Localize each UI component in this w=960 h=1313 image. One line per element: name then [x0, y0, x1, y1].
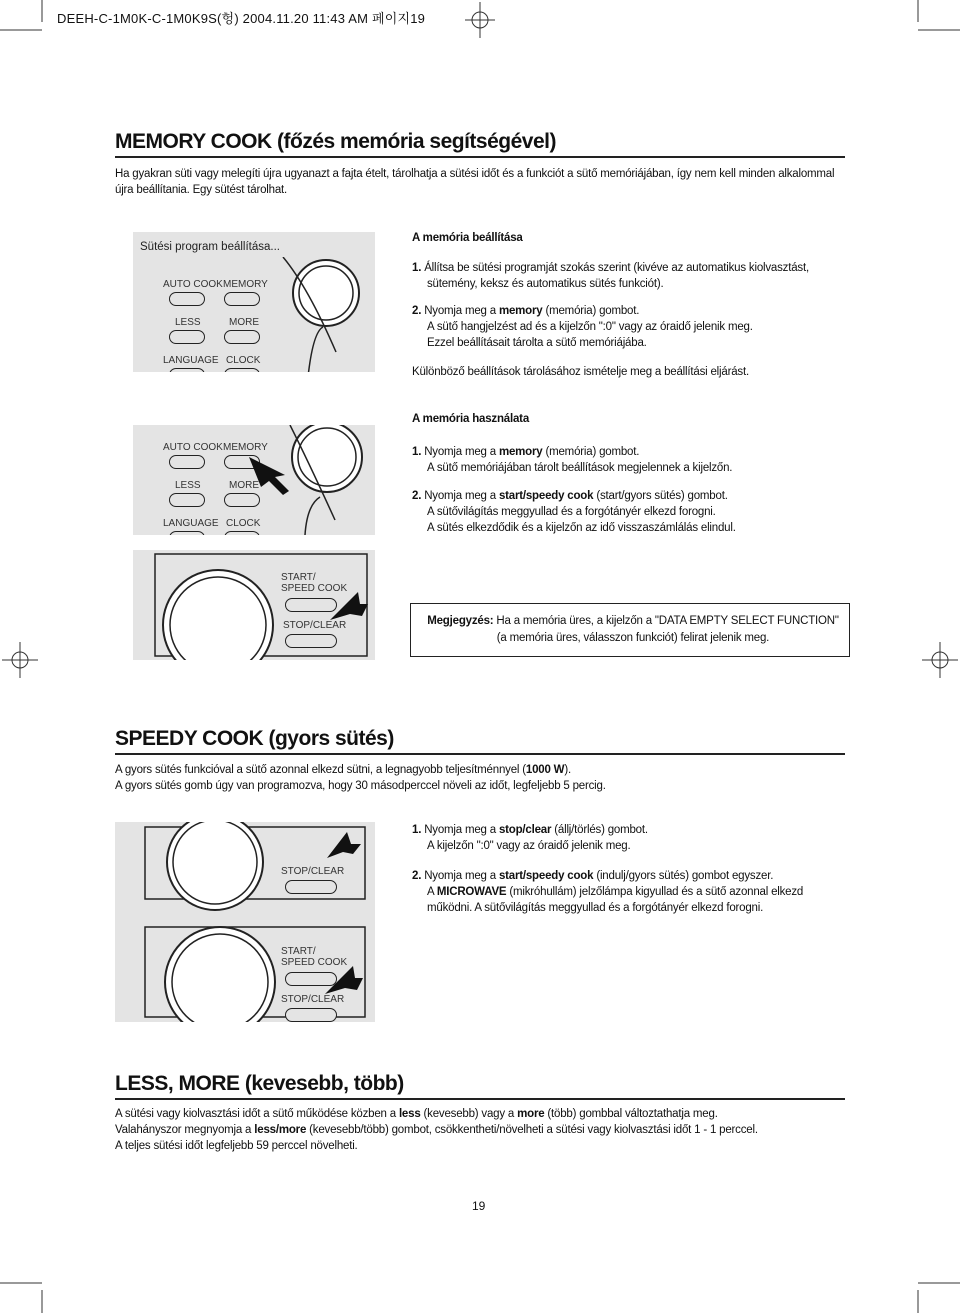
- memory-cook-title: MEMORY COOK (főzés memória segítségével): [115, 130, 556, 153]
- step-number: 1.: [412, 446, 422, 458]
- keyword: less/more: [254, 1124, 307, 1136]
- memory-label: MEMORY: [223, 442, 268, 453]
- less-more-title: LESS, MORE (kevesebb, több): [115, 1072, 404, 1095]
- clock-label: CLOCK: [226, 518, 261, 529]
- setup-heading: A memória beállítása: [412, 232, 523, 244]
- control-panel-speedy: [115, 822, 375, 1022]
- divider: [115, 753, 845, 755]
- less-button[interactable]: [169, 493, 205, 507]
- setup-note: Különböző beállítások tárolásához ismételje meg a beállítási eljárást.: [412, 366, 749, 378]
- step-text: Állítsa be sütési programját szokás szerint (kivéve az automatikus kiolvasztást,: [424, 262, 809, 274]
- step-text: (start/gyors sütés) gombot.: [593, 490, 728, 502]
- stop-label: STOP/CLEAR: [281, 866, 345, 877]
- text: A sütési vagy kiolvasztási időt a sütő működése közben a: [115, 1108, 399, 1120]
- keyword: more: [517, 1108, 545, 1120]
- clock-button[interactable]: [224, 368, 260, 372]
- use-heading: A memória használata: [412, 413, 530, 425]
- start-label-line: SPEED COOK: [281, 583, 348, 594]
- auto-cook-label: AUTO COOK: [163, 442, 223, 453]
- step-text: A sütő memóriájában tárolt beállítások megjelennek a kijelzőn.: [427, 462, 733, 474]
- stop-label: STOP/CLEAR: [281, 994, 345, 1005]
- control-panel-use: [133, 425, 375, 535]
- less-label: LESS: [175, 480, 201, 491]
- step-text: A kijelzőn ":0" vagy az óraidő jelenik meg.: [427, 840, 631, 852]
- start-label-line: SPEED COOK: [281, 957, 348, 968]
- step-text: A sütés elkezdődik és a kijelzőn az idő visszaszámlálás elindul.: [427, 522, 736, 534]
- step-text: sütemény, keksz és automatikus sütés funkciót).: [427, 278, 664, 290]
- use-step-1: [412, 444, 852, 476]
- step-number: 1.: [412, 262, 422, 274]
- stop-clear-button[interactable]: [285, 880, 337, 894]
- setup-step-1: [412, 260, 852, 292]
- more-label: MORE: [229, 317, 259, 328]
- step-text: A: [427, 886, 437, 898]
- language-button[interactable]: [169, 531, 205, 535]
- control-panel-setup: [133, 232, 375, 372]
- arrow-pointer-icon: [328, 590, 368, 624]
- step-text: (indulj/gyors sütés) gombot egyszer.: [593, 870, 774, 882]
- arrow-pointer-icon: [325, 830, 361, 860]
- memory-empty-note: [410, 603, 850, 657]
- step-keyword: start/speedy cook: [498, 870, 594, 882]
- step-text: működni. A sütővilágítás meggyullad és a forgótányér elkezd forogni.: [427, 902, 764, 914]
- memory-button[interactable]: [224, 292, 260, 306]
- stop-clear-button[interactable]: [285, 634, 337, 648]
- speedy-step-1: [412, 822, 852, 854]
- text: Valahányszor megnyomja a: [115, 1124, 255, 1136]
- step-text: Nyomja meg a: [424, 446, 499, 458]
- memory-intro-line: újra beállítania. Egy sütést tárolhat.: [115, 184, 288, 196]
- panel-caption: Sütési program beállítása...: [140, 241, 280, 253]
- language-label: LANGUAGE: [163, 355, 219, 366]
- arrow-pointer-icon: [323, 962, 363, 996]
- step-keyword: memory: [498, 446, 543, 458]
- more-button[interactable]: [224, 330, 260, 344]
- step-number: 2.: [412, 870, 422, 882]
- text: (kevesebb/több) gombot, csökkentheti/növelheti a sütési vagy kiolvasztási időt 1 - 1 perccel.: [306, 1124, 758, 1136]
- step-text: Nyomja meg a: [424, 870, 499, 882]
- dial-knob-icon: [268, 257, 375, 372]
- intro-text: A gyors sütés gomb úgy van programozva, hogy 30 másodperccel növeli az időt, legfeljebb 5 percig.: [115, 780, 606, 792]
- step-keyword: start/speedy cook: [498, 490, 594, 502]
- step-keyword: memory: [498, 305, 543, 317]
- step-text: Ezzel beállításait tárolta a sütő memóriájába.: [427, 337, 647, 349]
- divider: [115, 156, 845, 158]
- note-label: Megjegyzés:: [427, 615, 494, 627]
- divider: [115, 1098, 845, 1100]
- note-text: Ha a memória üres, a kijelzőn a "DATA EMPTY SELECT FUNCTION": [493, 615, 839, 627]
- step-text: A sütő hangjelzést ad és a kijelzőn ":0" vagy az óraidő jelenik meg.: [427, 321, 753, 333]
- intro-text: A gyors sütés funkcióval a sütő azonnal elkezd sütni, a legnagyobb teljesítménnyel (: [115, 764, 526, 776]
- note-text: (a memória üres, válasszon funkciót) felirat jelenik meg.: [496, 632, 770, 644]
- step-text: (memória) gombot.: [542, 305, 640, 317]
- print-header: DEEH-C-1M0K-C-1M0K9S(헝) 2004.11.20 11:43 AM 페이지19: [57, 11, 426, 26]
- control-panel-start: [133, 550, 375, 660]
- auto-cook-button[interactable]: [169, 455, 205, 469]
- step-text: Nyomja meg a: [424, 305, 499, 317]
- start-label-line: START/: [281, 572, 316, 583]
- step-number: 1.: [412, 824, 422, 836]
- speedy-step-2: [412, 868, 852, 916]
- memory-intro: [115, 166, 855, 198]
- intro-text: ).: [564, 764, 571, 776]
- arrow-pointer-icon: [245, 455, 305, 495]
- keyword: less: [398, 1108, 421, 1120]
- start-label-line: START/: [281, 946, 316, 957]
- step-text: Nyomja meg a: [424, 824, 499, 836]
- language-label: LANGUAGE: [163, 518, 219, 529]
- auto-cook-button[interactable]: [169, 292, 205, 306]
- step-keyword: stop/clear: [498, 824, 552, 836]
- speedy-cook-title: SPEEDY COOK (gyors sütés): [115, 727, 394, 750]
- step-number: 2.: [412, 305, 422, 317]
- stop-label: STOP/CLEAR: [283, 620, 347, 631]
- step-text: A sütővilágítás meggyullad és a forgótányér elkezd forogni.: [427, 506, 716, 518]
- step-text: (memória) gombot.: [542, 446, 640, 458]
- less-button[interactable]: [169, 330, 205, 344]
- less-more-text: [115, 1106, 875, 1154]
- page-number: 19: [472, 1199, 486, 1213]
- step-number: 2.: [412, 490, 422, 502]
- step-keyword: MICROWAVE: [436, 886, 507, 898]
- step-text: Nyomja meg a: [424, 490, 499, 502]
- clock-label: CLOCK: [226, 355, 261, 366]
- more-label: MORE: [229, 480, 259, 491]
- use-step-2: [412, 488, 852, 536]
- text: (kevesebb) vagy a: [420, 1108, 518, 1120]
- auto-cook-label: AUTO COOK: [163, 279, 223, 290]
- language-button[interactable]: [169, 368, 205, 372]
- step-text: (mikróhullám) jelzőlámpa kigyullad és a sütő azonnal elkezd: [506, 886, 804, 898]
- text: (több) gombbal változtathatja meg.: [544, 1108, 718, 1120]
- setup-step-2: [412, 303, 852, 351]
- memory-intro-line: Ha gyakran süti vagy melegíti újra ugyanazt a fajta ételt, tárolhatja a sütési időt és a funkciót a sütő memóriájában, így nem kell minden alkalommal: [115, 168, 835, 180]
- intro-keyword: 1000 W: [525, 764, 565, 776]
- stop-clear-button[interactable]: [285, 1008, 337, 1022]
- less-label: LESS: [175, 317, 201, 328]
- step-text: (állj/törlés) gombot.: [551, 824, 648, 836]
- speedy-intro: [115, 762, 855, 794]
- text: A teljes sütési időt legfeljebb 59 perccel növelheti.: [115, 1140, 358, 1152]
- memory-label: MEMORY: [223, 279, 268, 290]
